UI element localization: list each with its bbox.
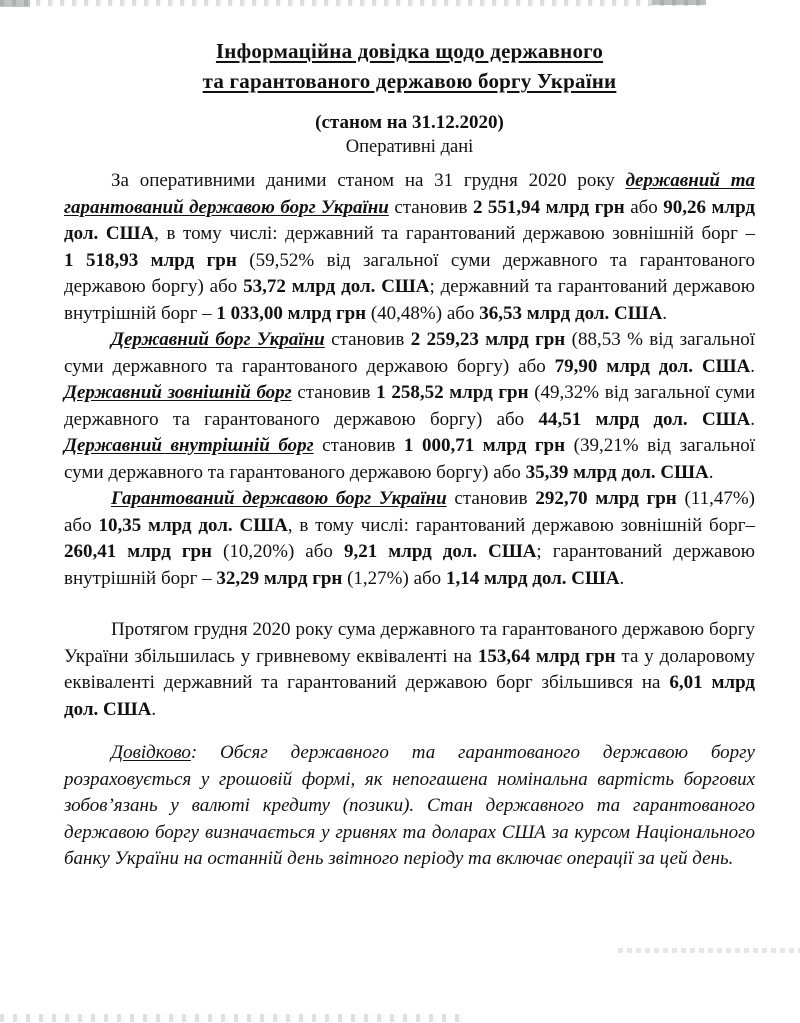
title-line-1: Інформаційна довідка щодо державного	[215, 39, 604, 63]
text-run: 9,21 млрд дол. США	[343, 541, 537, 562]
text-run: становив	[446, 488, 536, 509]
scan-noise-middle	[618, 948, 800, 953]
text-run: .	[662, 302, 668, 324]
text-run: Державний борг України	[111, 329, 325, 350]
text-run: За оперативними даними станом на 31 грудня 2020 року	[111, 170, 626, 191]
para-note	[64, 740, 755, 873]
text-run: Державний внутрішній борг	[64, 435, 314, 456]
text-run: .	[708, 461, 714, 483]
para-increase	[64, 617, 755, 723]
text-run: 32,29 млрд грн	[216, 567, 343, 589]
text-run: 90,26 млрд дол. США	[64, 196, 756, 244]
title-line-2: та гарантованого державою боргу України	[202, 69, 617, 93]
document-title	[64, 36, 755, 96]
text-run: (59,52% від загальної суми державного та гарантованого державою боргу) або	[64, 249, 756, 297]
scan-noise-top-left	[0, 0, 30, 7]
text-run: (88,53 % від загальної суми державного та гарантованого державою боргу) або	[64, 329, 756, 377]
text-run: 1 518,93 млрд грн	[64, 249, 237, 271]
text-run: .	[750, 355, 755, 377]
text-run: Довідково	[111, 742, 191, 763]
data-type-label: Оперативні дані	[345, 137, 474, 157]
text-run: та у доларовому еквіваленті державний та гарантований державою борг збільшився на	[64, 645, 755, 693]
text-run: 153,64 млрд грн	[477, 645, 616, 667]
text-run: 292,70 млрд грн	[535, 488, 677, 509]
text-run: державний та гарантований державою борг України	[64, 170, 755, 218]
text-run: 1 033,00 млрд грн	[216, 302, 367, 324]
scan-noise-bottom	[0, 1014, 462, 1022]
text-run: 35,39 млрд дол. США	[525, 461, 709, 483]
text-run: , в тому числі: гарантований державою зовнішній борг–	[287, 514, 755, 536]
text-run: (11,47%) або	[64, 488, 755, 536]
text-run: становив	[313, 435, 404, 456]
text-run: 2 259,23 млрд грн	[410, 329, 566, 350]
text-run: .	[151, 698, 157, 720]
para-total-debt	[64, 168, 755, 327]
text-run: становив	[324, 329, 411, 350]
document-body	[64, 168, 755, 873]
text-run: Державний зовнішній борг	[64, 382, 292, 403]
para-guaranteed-debt	[64, 486, 755, 592]
text-run: 10,35 млрд дол. США	[98, 514, 288, 536]
as-of-date: (станом на 31.12.2020)	[315, 112, 504, 133]
text-run: .	[750, 408, 756, 430]
scan-noise-top-right	[652, 0, 706, 5]
text-run: (40,48%) або	[366, 302, 480, 324]
text-run: ; гарантований державою внутрішній борг –	[64, 541, 756, 589]
text-run: 6,01 млрд дол. США	[64, 672, 755, 720]
text-run: 1 258,52 млрд грн	[376, 382, 529, 403]
text-run: становив	[388, 196, 473, 218]
text-run: , в тому числі: державний та гарантований державою зовнішній борг –	[154, 223, 755, 244]
text-run: 260,41 млрд грн	[64, 541, 212, 562]
text-run: 2 551,94 млрд грн	[472, 196, 625, 218]
text-run: 36,53 млрд дол. США	[479, 302, 663, 324]
text-run: .	[619, 567, 625, 589]
scan-noise-top	[0, 0, 706, 6]
text-run: 53,72 млрд дол. США	[243, 276, 430, 297]
document-header	[64, 36, 755, 160]
text-run: Гарантований державою борг України	[111, 488, 447, 509]
text-run: (1,27%) або	[342, 567, 446, 589]
text-run: ; державний та гарантований державою внутрішній борг –	[64, 276, 756, 324]
text-run: 1 000,71 млрд грн	[403, 435, 566, 456]
text-run: 44,51 млрд дол. США	[538, 408, 751, 430]
text-run: становив	[291, 382, 377, 403]
text-run: (39,21% від загальної суми державного та гарантованого державою боргу) або	[64, 435, 756, 483]
text-run: (49,32% від загальної суми державного та гарантованого державою боргу) або	[64, 382, 756, 430]
text-run: 79,90 млрд дол. США	[554, 355, 751, 377]
text-run: 1,14 млрд дол. США	[445, 567, 620, 589]
text-run: або	[624, 196, 664, 218]
para-state-debt	[64, 327, 755, 486]
text-run: Протягом грудня 2020 року сума державного та гарантованого державою боргу України збільшилась у гривневому еквіваленті на	[64, 619, 755, 667]
text-run: (10,20%) або	[212, 541, 344, 562]
text-run: : Обсяг державного та гарантованого державою боргу розраховується у грошовій формі, як непогашена номінальна вартість боргових зобов’язань у валюті кредиту (позики). Стан державного та гарантованого державою боргу визначається у гривнях та доларах США за курсом Національного банку України на останній день звітного періоду та включає операції за цей день.	[64, 742, 755, 869]
